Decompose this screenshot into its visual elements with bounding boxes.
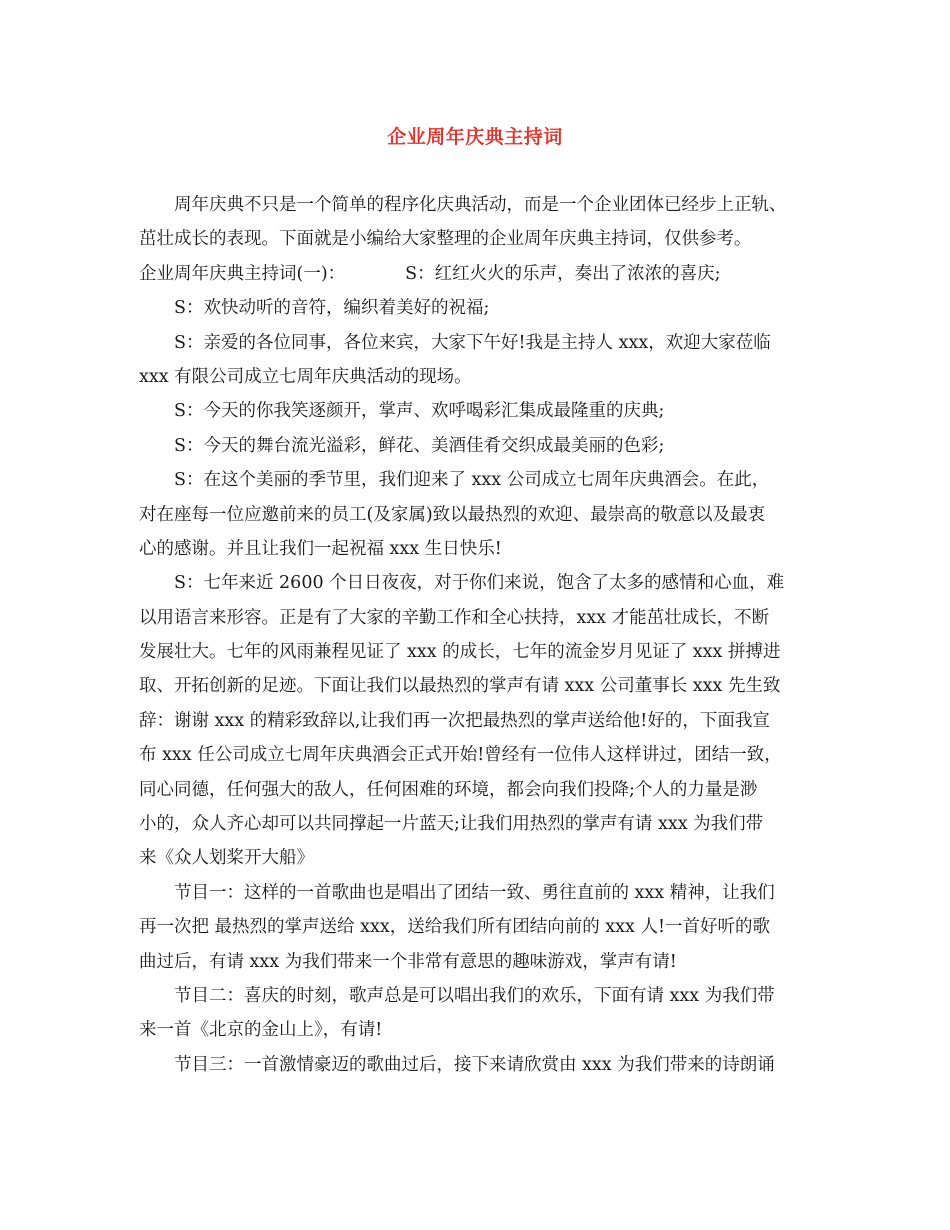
document-body	[139, 188, 829, 1082]
text-line: 来《众人划桨开大船》	[139, 848, 314, 869]
text-line: 心的感谢。并且让我们一起祝福 xxx 生日快乐!	[139, 538, 502, 559]
text-line: S：在这个美丽的季节里，我们迎来了 xxx 公司成立七周年庆典酒会。在此，	[174, 470, 770, 491]
text-line: 对在座每一位应邀前来的员工(及家属)致以最热烈的欢迎、最崇高的敬意以及最衷	[139, 504, 766, 525]
text-line: S：今天的舞台流光溢彩，鲜花、美酒佳肴交织成最美丽的色彩;	[174, 435, 665, 456]
text-line: 同心同德，任何强大的敌人，任何困难的环境，都会向我们投降;个人的力量是渺	[139, 779, 758, 800]
text-line: 曲过后，有请 xxx 为我们带来一个非常有意思的趣味游戏，掌声有请!	[139, 951, 677, 972]
text-line: 辞：谢谢 xxx 的精彩致辞以,让我们再一次把最热烈的掌声送给他!好的，下面我宣	[139, 710, 770, 731]
text-line: S：今天的你我笑逐颜开，掌声、欢呼喝彩汇集成最隆重的庆典;	[174, 401, 665, 422]
section-heading: 企业周年庆典主持词(一)：	[139, 263, 346, 284]
text-line: S：亲爱的各位同事，各位来宾，大家下午好!我是主持人 xxx，欢迎大家莅临	[174, 332, 771, 353]
text-line: 周年庆典不只是一个简单的程序化庆典活动，而是一个企业团体已经步上正轨、	[174, 195, 787, 215]
text-line: 小的，众人齐心却可以共同撑起一片蓝天;让我们用热烈的掌声有请 xxx 为我们带	[139, 814, 764, 835]
text-line: 节目一：这样的一首歌曲也是唱出了团结一致、勇往直前的 xxx 精神，让我们	[174, 882, 775, 903]
text-line: 茁壮成长的表现。下面就是小编给大家整理的企业周年庆典主持词，仅供参考。	[139, 229, 752, 250]
text-line: xxx 有限公司成立七周年庆典活动的现场。	[139, 366, 472, 387]
text-line: 节目三：一首激情豪迈的歌曲过后，接下来请欣赏由 xxx 为我们带来的诗朗诵	[174, 1054, 775, 1075]
text-line: S：欢快动听的音符，编织着美好的祝福;	[174, 298, 490, 319]
text-span: S：红红火火的乐声，奏出了浓浓的喜庆;	[405, 263, 721, 284]
text-line: 以用语言来形容。正是有了大家的辛勤工作和全心扶持，xxx 才能茁壮成长，不断	[139, 607, 770, 628]
text-line: 来一首《北京的金山上》，有请!	[139, 1020, 383, 1041]
text-line: 发展壮大。七年的风雨兼程见证了 xxx 的成长，七年的流金岁月见证了 xxx 拼搏进	[139, 642, 781, 663]
text-line: S：七年来近 2600 个日日夜夜，对于你们来说，饱含了太多的感情和心血，难	[174, 573, 785, 594]
text-line	[139, 257, 829, 291]
text-line: 取、开拓创新的足迹。下面让我们以最热烈的掌声有请 xxx 公司董事长 xxx 先生致	[139, 676, 781, 697]
text-line: 再一次把 最热烈的掌声送给 xxx，送给我们所有团结向前的 xxx 人!一首好听的歌	[139, 917, 770, 938]
document-title: 企业周年庆典主持词	[387, 126, 563, 148]
text-line: 节目二：喜庆的时刻，歌声总是可以唱出我们的欢乐，下面有请 xxx 为我们带	[174, 985, 775, 1006]
text-line: 布 xxx 任公司成立七周年庆典酒会正式开始!曾经有一位伟人这样讲过，团结一致，	[139, 745, 782, 766]
